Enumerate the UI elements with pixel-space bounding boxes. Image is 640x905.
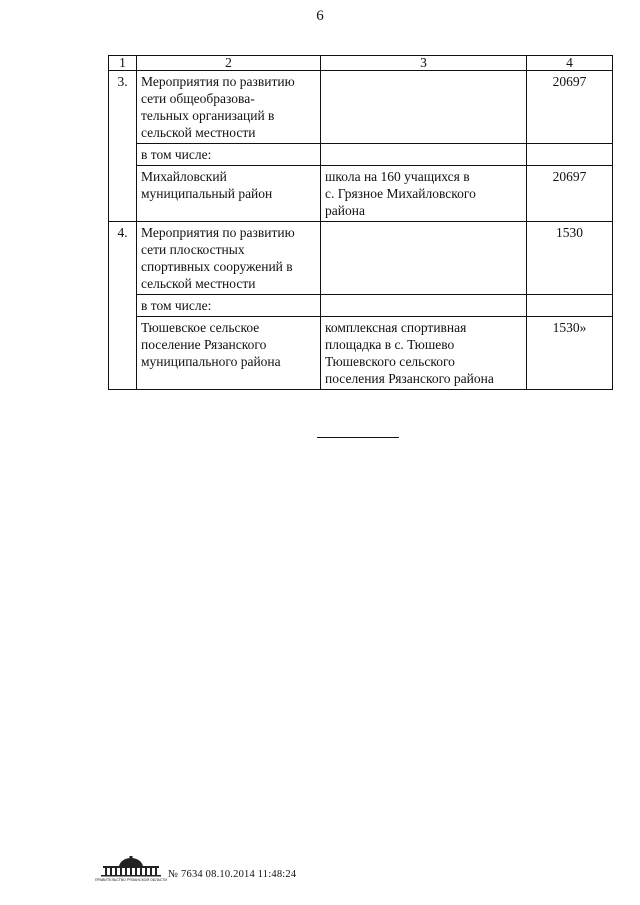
table-header-row — [109, 56, 613, 71]
municipality-name — [137, 166, 321, 222]
header-col-4: 4 — [527, 56, 613, 71]
text-line: тельных организаций в — [141, 108, 275, 123]
object-description — [321, 166, 527, 222]
document-footer — [94, 856, 297, 882]
empty-cell — [321, 71, 527, 144]
text-line: Тюшевского сельского — [325, 354, 455, 369]
text-line: площадка в с. Тюшево — [325, 337, 455, 352]
empty-cell — [527, 295, 613, 317]
including-label: в том числе: — [137, 144, 321, 166]
end-separator-line — [317, 437, 399, 438]
text-line: муниципальный район — [141, 186, 273, 201]
amount-cell: 1530 — [527, 222, 613, 295]
text-line: школа на 160 учащихся в — [325, 169, 470, 184]
text-line: Тюшевское сельское — [141, 320, 260, 335]
text-line: сельской местности — [141, 276, 256, 291]
amount-cell: 20697 — [527, 71, 613, 144]
financing-table — [108, 55, 613, 390]
row-number: 4. — [109, 222, 137, 390]
including-label: в том числе: — [137, 295, 321, 317]
header-col-3: 3 — [321, 56, 527, 71]
empty-cell — [321, 144, 527, 166]
text-line: сети плоскостных — [141, 242, 245, 257]
text-line: Михайловский — [141, 169, 227, 184]
empty-cell — [321, 295, 527, 317]
empty-cell — [527, 144, 613, 166]
text-line: Мероприятия по развитию — [141, 74, 295, 89]
text-line: муниципального района — [141, 354, 281, 369]
row-number: 3. — [109, 71, 137, 222]
object-description — [321, 317, 527, 390]
table-row — [109, 71, 613, 144]
table-row — [109, 317, 613, 390]
amount-cell: 20697 — [527, 166, 613, 222]
registration-stamp: № 7634 08.10.2014 11:48:24 — [168, 869, 297, 880]
empty-cell — [321, 222, 527, 295]
text-line: сети общеобразова- — [141, 91, 255, 106]
table-row — [109, 166, 613, 222]
seal-caption: ПРАВИТЕЛЬСТВО РЯЗАНСКОЙ ОБЛАСТИ — [94, 878, 168, 882]
text-line: поселения Рязанского района — [325, 371, 494, 386]
header-col-2: 2 — [137, 56, 321, 71]
page-number: 6 — [316, 8, 324, 24]
amount-cell: 1530» — [527, 317, 613, 390]
table-row — [109, 144, 613, 166]
government-building-logo-icon — [94, 856, 168, 882]
measure-title — [137, 71, 321, 144]
text-line: комплексная спортивная — [325, 320, 467, 335]
text-line: поселение Рязанского — [141, 337, 267, 352]
table-row — [109, 295, 613, 317]
municipality-name — [137, 317, 321, 390]
text-line: сельской местности — [141, 125, 256, 140]
header-col-1: 1 — [109, 56, 137, 71]
text-line: Мероприятия по развитию — [141, 225, 295, 240]
text-line: с. Грязное Михайловского — [325, 186, 476, 201]
text-line: спортивных сооружений в — [141, 259, 293, 274]
measure-title — [137, 222, 321, 295]
text-line: района — [325, 203, 365, 218]
table-row — [109, 222, 613, 295]
